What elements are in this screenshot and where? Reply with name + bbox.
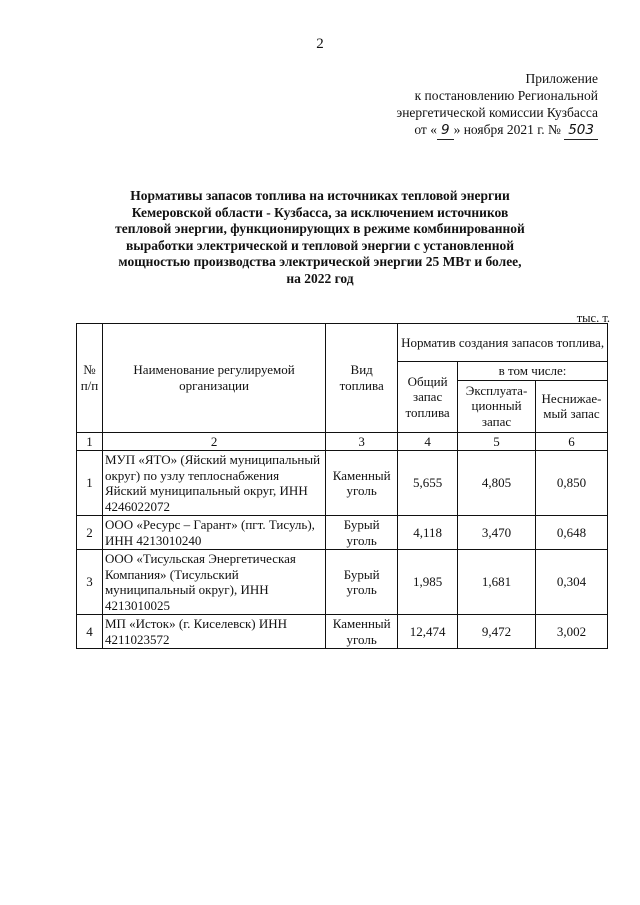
col-number: 2 — [102, 432, 325, 451]
appendix-header — [298, 70, 598, 140]
row-org: ООО «Тисульская Энергетическая Компания» (Тисульский муниципальный округ), ИНН 4213010025 — [102, 550, 325, 615]
row-num: 2 — [77, 516, 103, 550]
table-row — [77, 516, 608, 550]
header-norm: Норматив создания запасов топлива, — [398, 324, 608, 362]
table-row — [77, 451, 608, 516]
document-title — [60, 188, 580, 287]
date-prefix: от « — [414, 122, 437, 137]
header-org: Наименование регулируемой организации — [102, 324, 325, 433]
row-nonred: 0,304 — [536, 550, 608, 615]
row-num: 4 — [77, 615, 103, 649]
row-fuel: Бурый уголь — [326, 550, 398, 615]
units-label: тыс. т. — [576, 311, 610, 325]
header-nonred: Неснижае-мый запас — [536, 380, 608, 432]
row-nonred: 3,002 — [536, 615, 608, 649]
row-oper: 3,470 — [458, 516, 536, 550]
header-num: № п/п — [77, 324, 103, 433]
col-number: 4 — [398, 432, 458, 451]
header-incl: в том числе: — [458, 362, 608, 381]
appendix-line3: энергетической комиссии Кузбасса — [396, 105, 598, 120]
row-nonred: 0,648 — [536, 516, 608, 550]
handwritten-number: 503 — [564, 122, 598, 140]
row-num: 3 — [77, 550, 103, 615]
appendix-line1: Приложение — [525, 71, 598, 86]
norms-table — [76, 323, 608, 649]
col-number: 5 — [458, 432, 536, 451]
row-num: 1 — [77, 451, 103, 516]
date-suffix: » ноября 2021 г. № — [453, 122, 561, 137]
row-total: 12,474 — [398, 615, 458, 649]
row-total: 1,985 — [398, 550, 458, 615]
header-total: Общий запас топлива — [398, 362, 458, 433]
row-org: ООО «Ресурс – Гарант» (пгт. Тисуль), ИНН 4213010240 — [102, 516, 325, 550]
page-number: 2 — [316, 36, 324, 52]
col-number: 6 — [536, 432, 608, 451]
appendix-date-line — [298, 121, 598, 140]
appendix-line2: к постановлению Региональной — [414, 88, 598, 103]
row-fuel: Бурый уголь — [326, 516, 398, 550]
row-org: МП «Исток» (г. Киселевск) ИНН 4211023572 — [102, 615, 325, 649]
header-fuel: Вид топлива — [326, 324, 398, 433]
title-line: тепловой энергии, функционирующих в режиме комбинированной — [115, 221, 525, 236]
row-nonred: 0,850 — [536, 451, 608, 516]
title-line: на 2022 год — [286, 270, 354, 286]
col-number: 1 — [77, 432, 103, 451]
row-oper: 1,681 — [458, 550, 536, 615]
row-oper: 4,805 — [458, 451, 536, 516]
row-fuel: Каменный уголь — [326, 615, 398, 649]
title-line: выработки электрической и тепловой энергии с установленной — [125, 237, 515, 253]
row-fuel: Каменный уголь — [326, 451, 398, 516]
row-oper: 9,472 — [458, 615, 536, 649]
header-oper: Эксплуата-ционный запас — [458, 380, 536, 432]
table-row — [77, 615, 608, 649]
title-line: Кемеровской области - Кузбасса, за исключением источников — [131, 204, 509, 220]
col-number: 3 — [326, 432, 398, 451]
handwritten-day: 9 — [437, 122, 454, 140]
row-org: МУП «ЯТО» (Яйский муниципальный округ) по узлу теплоснабжения Яйский муниципальный округ, ИНН 4246022072 — [102, 451, 325, 516]
title-line: Нормативы запасов топлива на источниках тепловой энергии — [130, 188, 510, 203]
row-total: 4,118 — [398, 516, 458, 550]
title-line: мощностью производства электрической энергии 25 МВт и более, — [118, 254, 522, 269]
row-total: 5,655 — [398, 451, 458, 516]
table-row — [77, 550, 608, 615]
